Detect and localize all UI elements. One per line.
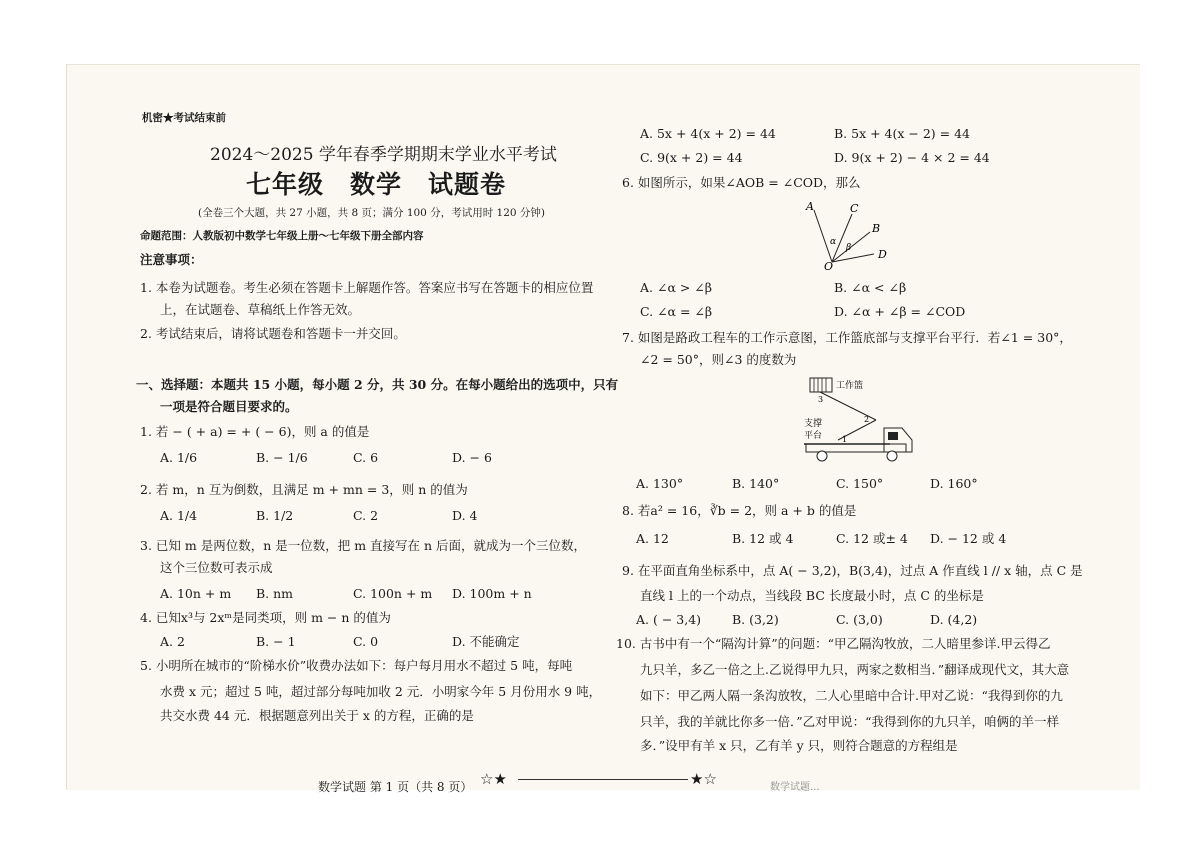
q5-stem-cont-2: 共交水费 44 元．根据题意列出关于 x 的方程，正确的是 xyxy=(160,708,474,723)
q5-option-a: A. 5x + 4(x + 2) = 44 xyxy=(640,126,776,141)
q7-option-d: D. 160° xyxy=(930,476,978,491)
notice-title: 注意事项： xyxy=(140,252,203,267)
q2-option-b: B. 1/2 xyxy=(256,508,294,523)
label-o: O xyxy=(824,260,834,270)
q4-option-c: C. 0 xyxy=(353,634,379,649)
q4-option-a: A. 2 xyxy=(160,634,185,649)
secret-label: 机密★考试结束前 xyxy=(142,112,226,124)
ray-od xyxy=(832,254,874,262)
q9-stem-cont: 直线 l 上的一个动点，当线段 BC 长度最小时，点 C 的坐标是 xyxy=(640,588,984,603)
label-d: D xyxy=(878,248,887,261)
q6-angle-figure xyxy=(790,198,900,270)
exam-info: (全卷三个大题，共 27 小题，共 8 页；满分 100 分，考试用时 120 分钟) xyxy=(198,207,546,219)
footer-divider xyxy=(518,779,688,780)
label-platform: 平台 xyxy=(804,431,823,441)
work-basket xyxy=(810,378,832,392)
q1-option-d: D. − 6 xyxy=(452,450,492,465)
q1-stem: 1. 若 − ( + a) = + ( − 6)，则 a 的值是 xyxy=(140,424,370,439)
notice-item-1-cont: 上，在试题卷、草稿纸上作答无效。 xyxy=(160,302,361,317)
q5-option-c: C. 9(x + 2) = 44 xyxy=(640,150,743,165)
label-beta: β xyxy=(846,243,852,253)
q7-option-b: B. 140° xyxy=(732,476,780,491)
q3-option-a: A. 10n + m xyxy=(160,586,232,601)
q5-option-d: D. 9(x + 2) − 4 × 2 = 44 xyxy=(834,150,990,165)
q3-option-d: D. 100m + n xyxy=(452,586,532,601)
wheel-rear xyxy=(817,451,827,461)
q5-stem-cont-1: 水费 x 元；超过 5 吨，超过部分每吨加收 2 元．小明家今年 5 月份用水 9 吨， xyxy=(160,684,602,699)
q3-option-c: C. 100n + m xyxy=(353,586,433,601)
q1-option-b: B. − 1/6 xyxy=(256,450,308,465)
q8-option-d: D. − 12 或 4 xyxy=(930,531,1007,546)
label-b: B xyxy=(872,222,881,235)
q9-option-d: D. (4,2) xyxy=(930,612,978,627)
q7-truck-figure xyxy=(800,374,920,466)
wheel-front xyxy=(887,451,897,461)
page-footer-right: 数学试题... xyxy=(770,782,820,793)
exam-scope: 命题范围：人教版初中数学七年级上册～七年级下册全部内容 xyxy=(140,230,424,242)
q10-stem-cont-4: 多．”设甲有羊 x 只，乙有羊 y 只，则符合题意的方程组是 xyxy=(640,738,958,753)
label-a: A xyxy=(806,200,814,213)
q4-option-b: B. − 1 xyxy=(256,634,296,649)
exam-subject: 七年级 数学 试题卷 xyxy=(246,170,507,199)
q10-stem-cont-2: 如下：甲乙两人隔一条沟放牧，二人心里暗中合计.甲对乙说：“我得到你的九 xyxy=(640,688,1063,703)
truck-window xyxy=(888,432,898,440)
q9-stem: 9. 在平面直角坐标系中，点 A( − 3,2)，B(3,4)，过点 A 作直线 l // x 轴，点 C 是 xyxy=(622,563,1083,578)
q1-option-a: A. 1/6 xyxy=(160,450,198,465)
q6-option-c: C. ∠α = ∠β xyxy=(640,304,713,319)
q2-stem: 2. 若 m，n 互为倒数，且满足 m + mn = 3，则 n 的值为 xyxy=(140,482,468,497)
label-angle-2: 2 xyxy=(864,415,870,424)
q2-option-d: D. 4 xyxy=(452,508,478,523)
label-basket: 工作篮 xyxy=(836,381,864,391)
q4-stem: 4. 已知x³与 2xᵐ是同类项，则 m − n 的值为 xyxy=(140,610,391,625)
page-footer: 数学试题 第 1 页（共 8 页） xyxy=(318,780,473,794)
q4-option-d: D. 不能确定 xyxy=(452,634,520,649)
q6-stem: 6. 如图所示，如果∠AOB = ∠COD，那么 xyxy=(622,175,861,190)
q3-option-b: B. nm xyxy=(256,586,294,601)
q8-stem: 8. 若a² = 16，∛b = 2，则 a + b 的值是 xyxy=(622,503,857,518)
footer-stars-left: ☆★ xyxy=(480,770,507,788)
q6-option-a: A. ∠α > ∠β xyxy=(640,280,713,295)
q10-stem-cont-1: 九只羊，多乙一倍之上.乙说得甲九只，两家之数相当．”翻译成现代文，其大意 xyxy=(640,662,1070,677)
q2-option-a: A. 1/4 xyxy=(160,508,198,523)
q6-option-d: D. ∠α + ∠β = ∠COD xyxy=(834,304,966,319)
q2-option-c: C. 2 xyxy=(353,508,379,523)
q7-stem: 7. 如图是路政工程车的工作示意图，工作篮底部与支撑平台平行．若∠1 = 30°， xyxy=(622,330,1072,345)
q9-option-c: C. (3,0) xyxy=(836,612,883,627)
q1-option-c: C. 6 xyxy=(353,450,379,465)
label-support: 支撑 xyxy=(804,419,823,429)
ray-oa xyxy=(814,210,832,262)
q6-option-b: B. ∠α < ∠β xyxy=(834,280,907,295)
q3-stem-cont: 这个三位数可表示成 xyxy=(160,560,273,575)
section-1-heading-cont: 一项是符合题目要求的。 xyxy=(160,399,298,414)
label-c: C xyxy=(850,202,859,215)
exam-title: 2024～2025 学年春季学期期末学业水平考试 xyxy=(210,145,557,165)
q5-stem: 5. 小明所在城市的“阶梯水价”收费办法如下：每户每月用水不超过 5 吨，每吨 xyxy=(140,658,573,673)
footer-stars-right: ★☆ xyxy=(690,770,717,788)
label-angle-1: 1 xyxy=(842,435,848,444)
q9-option-b: B. (3,2) xyxy=(732,612,779,627)
q10-stem-cont-3: 只羊，我的羊就比你多一倍．”乙对甲说：“我得到你的九只羊，咱俩的羊一样 xyxy=(640,714,1060,729)
q7-option-a: A. 130° xyxy=(636,476,684,491)
notice-item-2: 2. 考试结束后，请将试题卷和答题卡一并交回。 xyxy=(140,326,406,341)
q8-option-a: A. 12 xyxy=(636,531,669,546)
notice-item-1: 1. 本卷为试题卷。考生必须在答题卡上解题作答。答案应书写在答题卡的相应位置 xyxy=(140,280,594,295)
q10-stem: 10. 古书中有一个“隔沟计算”的问题：“甲乙隔沟牧放，二人暗里参详.甲云得乙 xyxy=(616,636,1051,651)
q9-option-a: A. ( − 3,4) xyxy=(636,612,702,627)
q7-stem-cont: ∠2 = 50°，则∠3 的度数为 xyxy=(640,352,797,367)
section-1-heading: 一、选择题：本题共 15 小题，每小题 2 分，共 30 分。在每小题给出的选项中，只有 xyxy=(136,377,619,392)
q8-option-c: C. 12 或± 4 xyxy=(836,531,908,546)
label-alpha: α xyxy=(830,237,837,247)
q5-option-b: B. 5x + 4(x − 2) = 44 xyxy=(834,126,971,141)
q8-option-b: B. 12 或 4 xyxy=(732,531,794,546)
label-angle-3: 3 xyxy=(818,395,824,404)
q7-option-c: C. 150° xyxy=(836,476,884,491)
q3-stem: 3. 已知 m 是两位数，n 是一位数，把 m 直接写在 n 后面，就成为一个三位数， xyxy=(140,538,587,553)
